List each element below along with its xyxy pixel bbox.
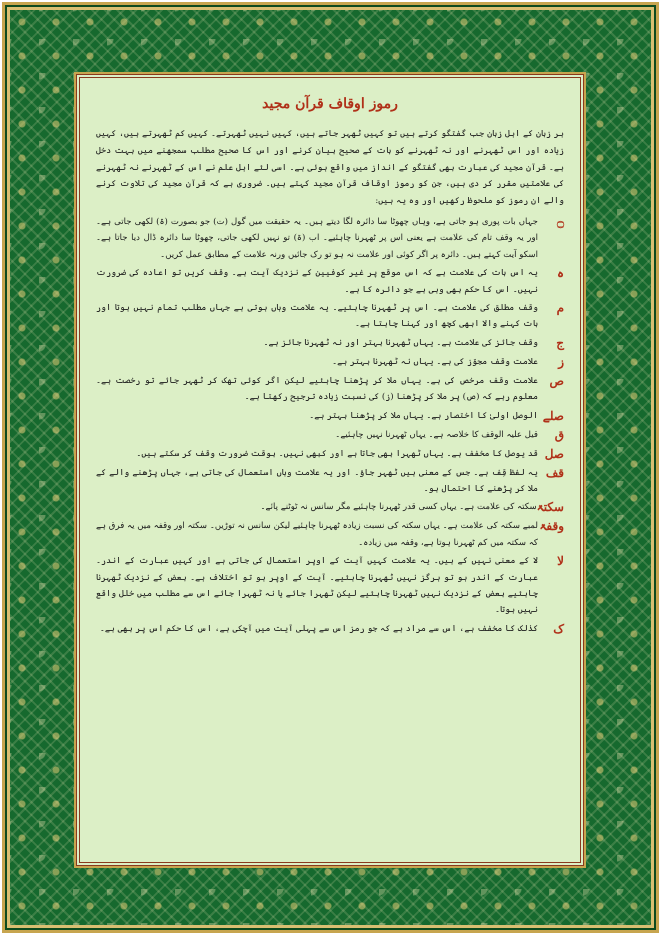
intro-paragraph: ہر زبان کے اہل زبان جب گفتگو کرتے ہیں تو کہیں ٹھہر جاتے ہیں، کہیں نہیں ٹھہرتے۔ کہیں کم ٹھہرتے ہیں، کہیں زیادہ اور اس ٹھہرنے اور نہ ٹھہرنے کو بات کے صحیح بیان کرنے اور اس کا صحیح مطلب سمجھنے میں بہت دخل ہے۔ قرآن مجید کی عبارت بھی گفتگو کے انداز میں واقع ہوئی ہے۔ اسی لئے اہل علم نے اس کے ٹھہرنے نہ ٹھہرنے کی علامتیں مقرر کر دی ہیں، جن کو رموز اوقاف قرآن مجید کہتے ہیں۔ ضروری ہے کہ قرآن مجید کی تلاوت کرنے والے ان رموز کو ملحوظ رکھیں اور وہ یہ ہیں:	[96, 129, 564, 207]
rule-entry	[96, 354, 564, 371]
rule-symbol: ہ	[556, 266, 564, 281]
rule-symbol: ص	[549, 373, 564, 388]
rule-symbol: قف	[545, 465, 564, 480]
rule-description: الوصل اولیٰ کا اختصار ہے۔ یہاں ملا کر پڑھنا بہتر ہے۔	[309, 410, 538, 421]
rule-description: سکتہ کی علامت ہے۔ یہاں کسی قدر ٹھہرنا چاہئیے مگر سانس نہ ٹوٹنے پائے۔	[260, 502, 537, 513]
rule-entry	[96, 518, 564, 551]
rule-description: قد یوصل کا مخفف ہے۔ یہاں ٹھہرا بھی جاتا ہے اور کبھی نہیں۔ بوقت ضرورت وقف کر سکتے ہیں۔	[136, 448, 538, 459]
rule-symbol: ۝	[556, 214, 564, 229]
rule-description: علامت وقف مجوّز کی ہے۔ یہاں نہ ٹھہرنا بہتر ہے۔	[332, 356, 538, 367]
rule-description: علامت وقف مرخص کی ہے۔ یہاں ملا کر پڑھنا چاہئیے لیکن اگر کوئی تھک کر ٹھہر جائے تو رخصت ہے۔ معلوم رہے کہ (ص) پر ملا کر پڑھنا (ز) کی نسبت زیادہ ترجیح رکھتا ہے۔	[96, 375, 538, 403]
rule-symbol: ز	[558, 354, 564, 369]
rule-description: وقف جائز کی علامت ہے۔ یہاں ٹھہرنا بہتر اور نہ ٹھہرنا جائز ہے۔	[263, 337, 538, 348]
rule-entry	[96, 499, 564, 516]
rule-symbol: وقفۃ	[539, 519, 564, 534]
rule-description: لا کے معنی نہیں کے ہیں۔ یہ علامت کہیں آیت کے اوپر استعمال کی جاتی ہے اور کہیں عبارت کے اندر۔ عبارت کے اندر ہو تو ہرگز نہیں ٹھہرنا چاہئیے۔ آیت کے اوپر ہو تو اختلاف ہے۔ بعض کے نزدیک ٹھہرنا چاہئیے بعض کے نزدیک نہیں ٹھہرنا چاہئیے لیکن ٹھہرا جائے یا نہ ٹھہرا جائے اس سے مطلب میں خلل واقع نہیں ہوتا۔	[96, 556, 538, 616]
rule-entry	[96, 214, 564, 263]
rules-list	[96, 214, 564, 638]
rule-entry	[96, 427, 564, 444]
rule-entry	[96, 553, 564, 619]
rule-entry	[96, 465, 564, 498]
rule-description: لمبے سکتہ کی علامت ہے۔ یہاں سکتہ کی نسبت زیادہ ٹھہرنا چاہئیے لیکن سانس نہ توڑیں۔ سکتہ اور وقفہ میں یہ فرق ہے کہ سکتہ میں کم ٹھہرنا ہوتا ہے، وقفہ میں زیادہ۔	[96, 521, 538, 548]
page-title: رموز اوقاف قرآن مجید	[262, 96, 398, 112]
rule-entry	[96, 621, 564, 638]
rule-entry	[96, 373, 564, 406]
rule-symbol: لا	[557, 554, 564, 569]
rule-symbol: سکتۃ	[536, 500, 564, 515]
rule-description: وقف مطلق کی علامت ہے۔ اس پر ٹھہرنا چاہئیے۔ یہ علامت وہاں ہوتی ہے جہاں مطلب تمام نہیں ہوتا اور بات کہنے والا ابھی کچھ اور کہنا چاہتا ہے۔	[96, 303, 538, 330]
rule-entry	[96, 300, 564, 333]
rule-entry	[96, 265, 564, 298]
rule-symbol: صل	[544, 446, 564, 461]
rule-entry	[96, 446, 564, 463]
rule-description: یہ اس بات کی علامت ہے کہ اس موقع پر غیر کوفیین کے نزدیک آیت ہے۔ وقف کریں تو اعادہ کی ضرورت نہیں۔ اس کا حکم بھی وہی ہے جو دائرہ کا ہے۔	[96, 268, 538, 295]
rule-entry	[96, 335, 564, 352]
rule-symbol: ق	[554, 427, 564, 442]
rule-symbol: ک	[553, 621, 564, 636]
rule-description: کذٰلک کا مخفف ہے، اس سے مراد ہے کہ جو رمز اس سے پہلی آیت میں آچکی ہے، اس کا حکم اس پر بھی ہے۔	[99, 623, 538, 634]
rule-description: جہاں بات پوری ہو جاتی ہے، وہاں چھوٹا سا دائرہ لگا دیتے ہیں۔ یہ حقیقت میں گول (ت) جو بصورت (ۃ) لکھی جاتی ہے۔ اور یہ وقف تام کی علامت ہے یعنی اس پر ٹھہرنا چاہئیے۔ اب (ۃ) تو نہیں لکھی جاتی، چھوٹا سا دائرہ ڈال دیا جاتا ہے۔ اسکو آیت کہتے ہیں۔ دائرہ پر اگر کوئی اور علامت نہ ہو تو رک جائیں ورنہ علامت کے مطابق عمل کریں۔	[96, 216, 538, 260]
rule-description: یہ لفظ قِف ہے۔ جس کے معنی ہیں ٹھہر جاؤ۔ اور یہ علامت وہاں استعمال کی جاتی ہے، جہاں پڑھنے والے کے ملا کر پڑھنے کا احتمال ہو۔	[96, 467, 538, 495]
rule-symbol: م	[556, 301, 564, 316]
rule-symbol: صلے	[542, 408, 564, 423]
rule-entry	[96, 408, 564, 425]
content-body	[96, 126, 564, 852]
rule-symbol: ج	[556, 335, 564, 350]
content-panel	[76, 74, 584, 866]
rule-description: قیل علیہ الوقف کا خلاصہ ہے۔ یہاں ٹھہرنا نہیں چاہئیے۔	[335, 429, 538, 440]
